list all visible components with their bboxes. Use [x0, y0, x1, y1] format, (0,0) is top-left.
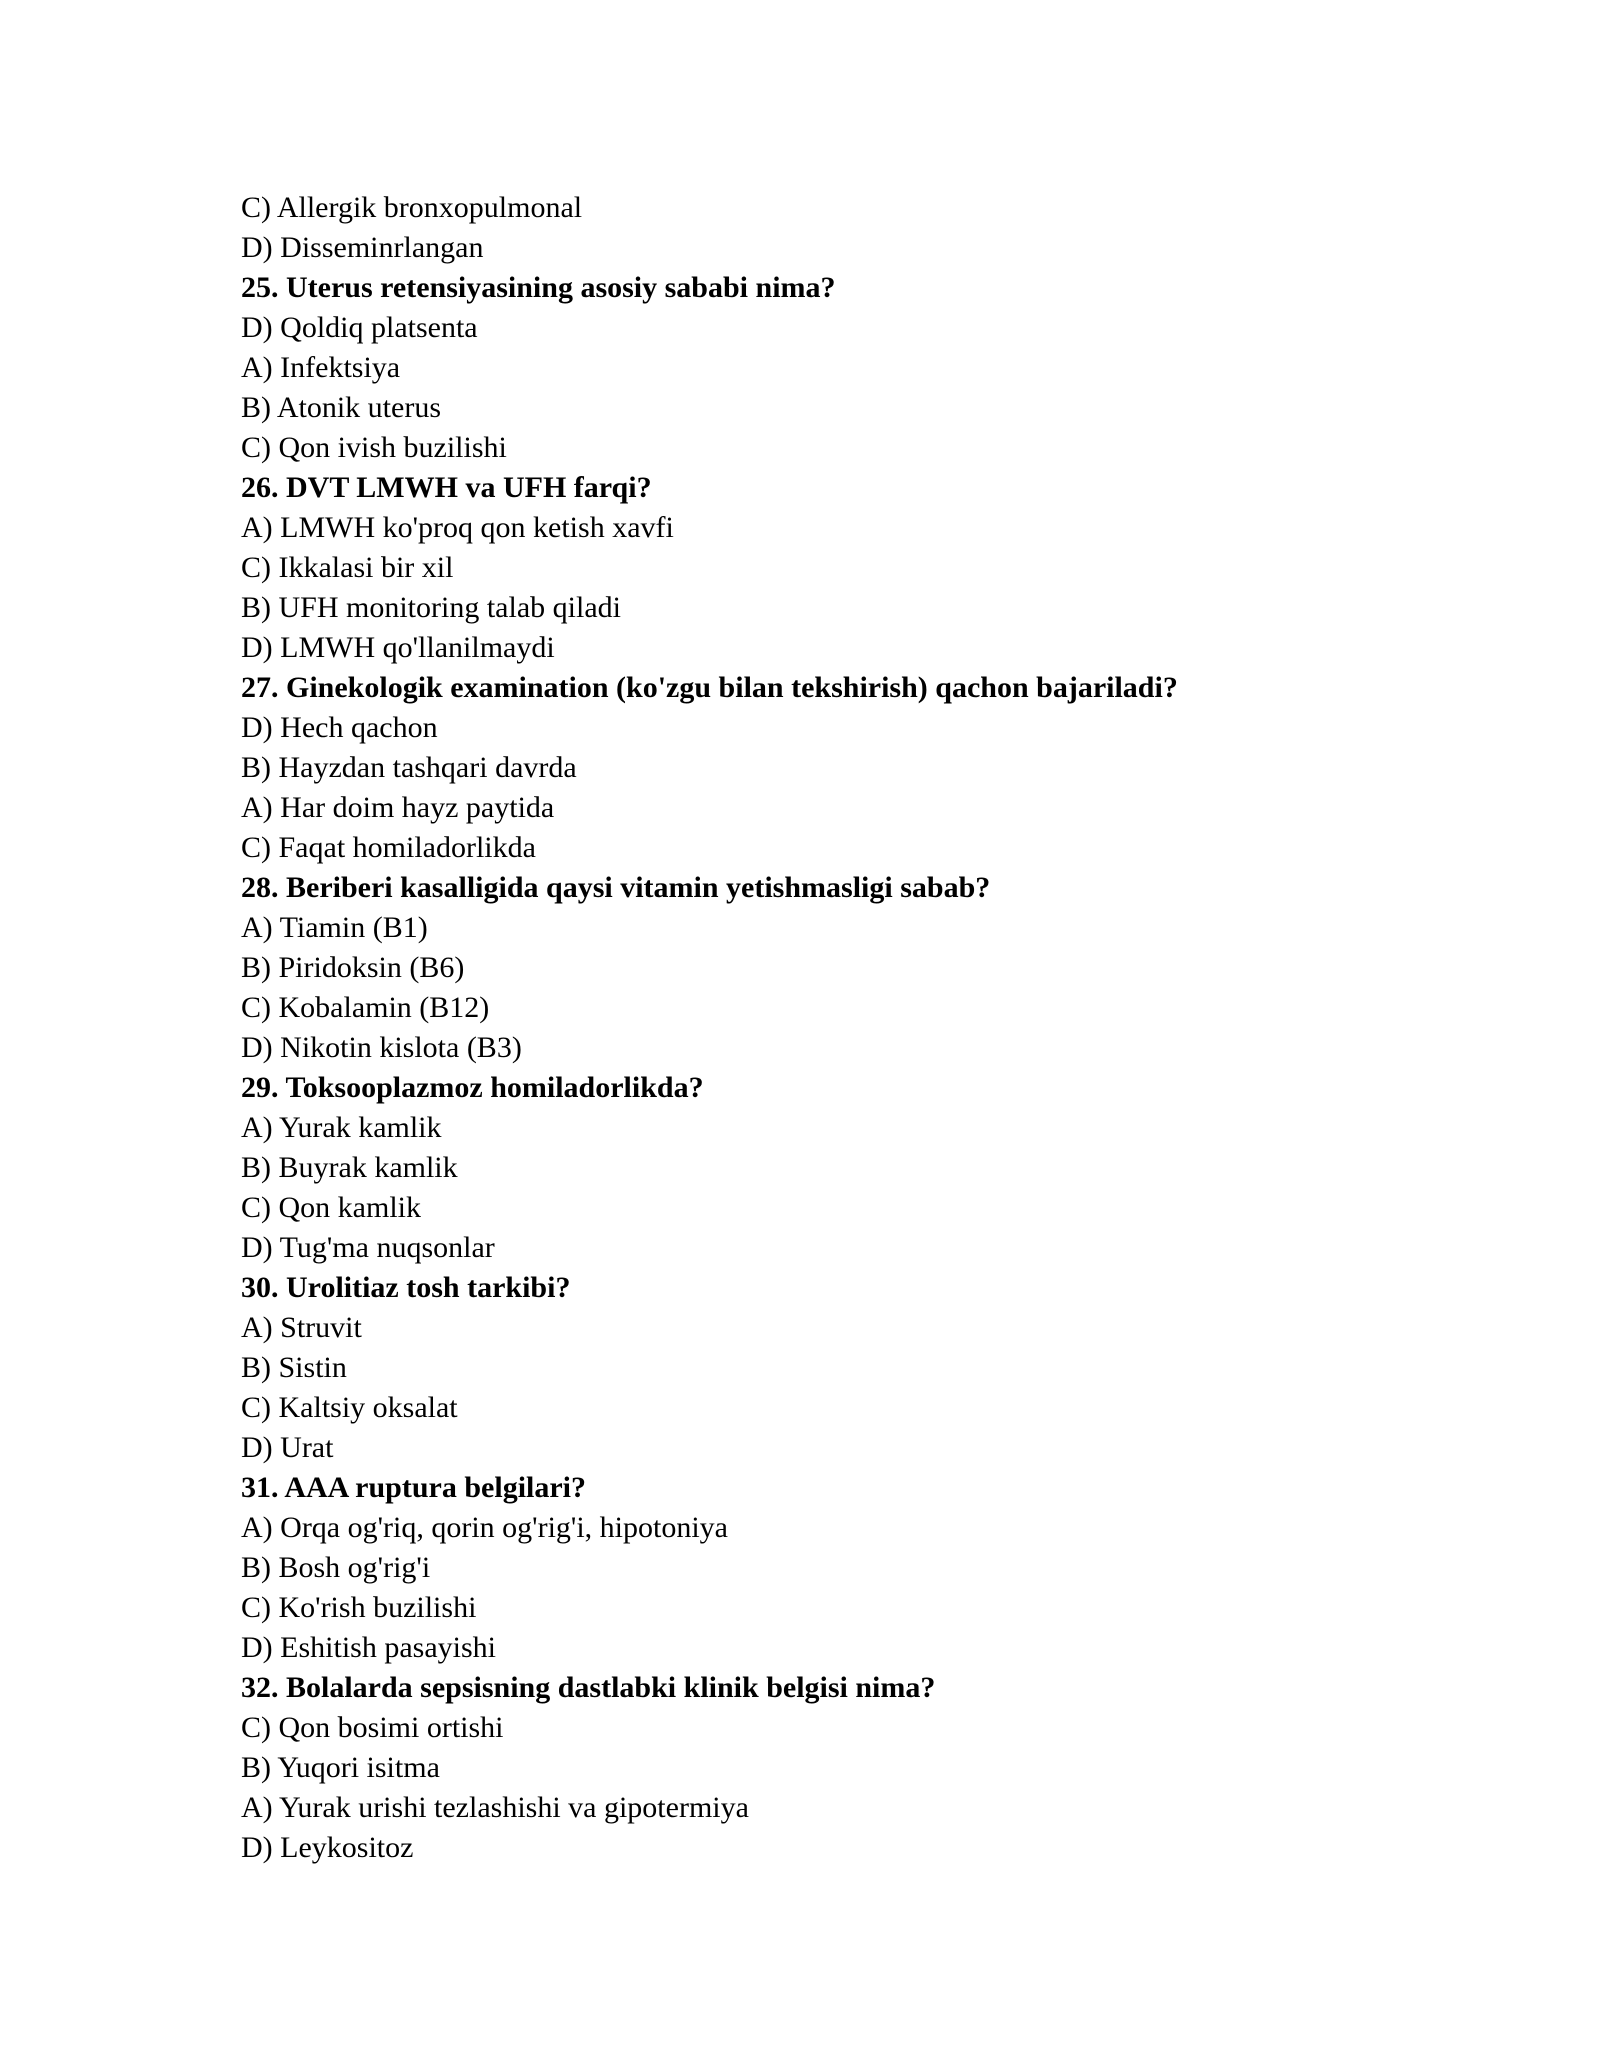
answer-option: C) Qon ivish buzilishi	[241, 431, 507, 464]
answer-option: C) Faqat homiladorlikda	[241, 831, 536, 864]
answer-option: B) UFH monitoring talab qiladi	[241, 591, 621, 624]
answer-option: C) Qon kamlik	[241, 1191, 421, 1224]
answer-option: A) Yurak urishi tezlashishi va gipotermiya	[241, 1791, 749, 1824]
answer-option: A) Tiamin (B1)	[241, 911, 428, 944]
question-text: 25. Uterus retensiyasining asosiy sababi nima?	[241, 271, 836, 304]
answer-option: B) Bosh og'rig'i	[241, 1551, 431, 1584]
answer-option: D) LMWH qo'llanilmaydi	[241, 631, 555, 664]
question-text: 30. Urolitiaz tosh tarkibi?	[241, 1271, 571, 1304]
question-text: 28. Beriberi kasalligida qaysi vitamin yetishmasligi sabab?	[241, 871, 991, 904]
question-text: 27. Ginekologik examination (ko'zgu bilan tekshirish) qachon bajariladi?	[241, 671, 1178, 704]
answer-option: B) Sistin	[241, 1351, 347, 1384]
answer-option: D) Disseminrlangan	[241, 231, 484, 264]
answer-option: D) Eshitish pasayishi	[241, 1631, 496, 1664]
answer-option: D) Tug'ma nuqsonlar	[241, 1231, 495, 1264]
question-text: 32. Bolalarda sepsisning dastlabki klinik belgisi nima?	[241, 1671, 936, 1704]
answer-option: A) Har doim hayz paytida	[241, 791, 555, 824]
answer-option: A) Orqa og'riq, qorin og'rig'i, hipotoniya	[241, 1511, 728, 1544]
answer-option: D) Nikotin kislota (B3)	[241, 1031, 522, 1064]
answer-option: B) Atonik uterus	[241, 391, 441, 424]
question-text: 26. DVT LMWH va UFH farqi?	[241, 471, 652, 504]
answer-option: C) Ikkalasi bir xil	[241, 551, 454, 584]
answer-option: B) Piridoksin (B6)	[241, 951, 465, 984]
answer-option: D) Qoldiq platsenta	[241, 311, 478, 344]
answer-option: C) Ko'rish buzilishi	[241, 1591, 477, 1624]
answer-option: C) Kaltsiy oksalat	[241, 1391, 458, 1424]
answer-option: A) Yurak kamlik	[241, 1111, 442, 1144]
answer-option: A) Struvit	[241, 1311, 362, 1344]
document-body	[241, 188, 1441, 1868]
answer-option: A) LMWH ko'proq qon ketish xavfi	[241, 511, 674, 544]
answer-option: B) Hayzdan tashqari davrda	[241, 751, 577, 784]
answer-option: C) Allergik bronxopulmonal	[241, 191, 583, 224]
answer-option: C) Qon bosimi ortishi	[241, 1711, 504, 1744]
question-text: 31. AAA ruptura belgilari?	[241, 1471, 587, 1504]
answer-option: D) Leykositoz	[241, 1831, 414, 1864]
answer-option: D) Hech qachon	[241, 711, 438, 744]
answer-option: A) Infektsiya	[241, 351, 401, 384]
answer-option: B) Yuqori isitma	[241, 1751, 440, 1784]
answer-option: D) Urat	[241, 1431, 334, 1464]
answer-option: C) Kobalamin (B12)	[241, 991, 490, 1024]
question-text: 29. Toksooplazmoz homiladorlikda?	[241, 1071, 704, 1104]
answer-option: B) Buyrak kamlik	[241, 1151, 458, 1184]
